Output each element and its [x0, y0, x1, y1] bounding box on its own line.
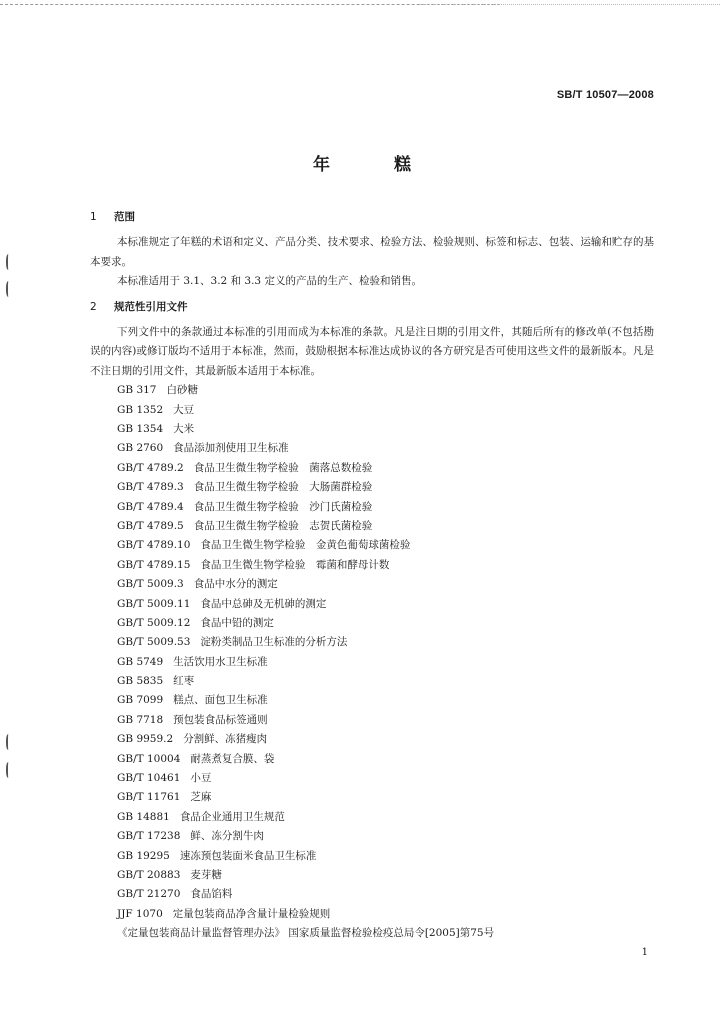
list-item — [117, 478, 654, 497]
reference-code: GB 1352 — [117, 403, 164, 416]
reference-title: 速冻预包装面米食品卫生标准 — [179, 849, 317, 862]
reference-title: 大豆 — [173, 403, 195, 416]
reference-code: GB/T 21270 — [117, 888, 181, 901]
reference-code: GB/T 4789.2 — [117, 461, 184, 474]
reference-title: 食品卫生微生物学检验 沙门氏菌检验 — [193, 500, 373, 513]
list-item — [117, 498, 654, 517]
reference-code: GB/T 5009.12 — [117, 616, 191, 629]
list-item — [117, 556, 654, 575]
reference-code: GB/T 4789.4 — [117, 500, 184, 513]
list-item — [117, 788, 654, 807]
reference-title: 食品中铅的测定 — [200, 616, 274, 629]
list-item — [117, 614, 654, 633]
reference-title: 红枣 — [173, 675, 195, 688]
list-item — [117, 439, 654, 458]
list-item — [117, 575, 654, 594]
list-item — [117, 769, 654, 788]
reference-title: 小豆 — [190, 772, 212, 785]
scan-artifact-top-line-right — [420, 4, 720, 5]
reference-code: GB/T 5009.3 — [117, 578, 184, 591]
list-item — [117, 420, 654, 439]
document-title: 年 糕 — [313, 155, 411, 175]
scope-paragraph: 本标准规定了年糕的术语和定义、产品分类、技术要求、检验方法、检验规则、标签和标志、包装、运输和贮存的基本要求。 — [90, 236, 654, 268]
section-title: 范围 — [114, 211, 135, 223]
section-number: 2 — [90, 300, 97, 313]
reference-code: GB/T 11761 — [117, 791, 181, 804]
list-item — [117, 866, 654, 885]
section-1-heading — [90, 208, 654, 227]
reference-title: 食品馅料 — [190, 888, 233, 901]
reference-code: GB 19295 — [117, 849, 170, 862]
page-number: 1 — [641, 947, 648, 958]
scan-artifact-margin-mark — [6, 254, 12, 270]
list-item — [117, 595, 654, 614]
reference-code: GB/T 4789.3 — [117, 481, 184, 494]
reference-title: 糕点、面包卫生标准 — [173, 694, 268, 707]
regulation-footnote: 《定量包装商品计量监督管理办法》 国家质量监督检验检疫总局令[2005]第75号 — [117, 927, 495, 940]
reference-code: GB 2760 — [117, 442, 164, 455]
reference-code: GB/T 10004 — [117, 752, 181, 765]
reference-code: GB/T 20883 — [117, 868, 181, 881]
reference-code: GB/T 4789.10 — [117, 539, 191, 552]
reference-code: GB 317 — [117, 384, 157, 397]
standard-number: SB/T 10507—2008 — [556, 89, 654, 101]
list-item — [117, 459, 654, 478]
reference-title: 食品卫生微生物学检验 志贺氏菌检验 — [193, 519, 373, 532]
list-item — [117, 653, 654, 672]
reference-title: 耐蒸煮复合膜、袋 — [190, 752, 275, 765]
list-item — [117, 536, 654, 555]
reference-code: GB 5749 — [117, 655, 164, 668]
reference-code: GB 5835 — [117, 675, 164, 688]
reference-code: GB 1354 — [117, 423, 164, 435]
reference-title: 鲜、冻分割牛肉 — [190, 830, 264, 843]
list-item — [117, 750, 654, 769]
reference-title: 食品卫生微生物学检验 菌落总数检验 — [193, 461, 373, 474]
reference-title: 食品卫生微生物学检验 霉菌和酵母计数 — [200, 558, 390, 571]
section-title: 规范性引用文件 — [114, 300, 188, 313]
list-item — [117, 885, 654, 904]
list-item — [117, 905, 654, 924]
list-item — [117, 381, 654, 400]
list-item — [117, 633, 654, 652]
list-item — [117, 517, 654, 536]
list-item — [117, 847, 654, 866]
reference-title: 食品企业通用卫生规范 — [179, 810, 285, 823]
list-item — [117, 711, 654, 730]
reference-title: 麦芽糖 — [190, 868, 222, 881]
reference-code: GB 9959.2 — [117, 733, 174, 746]
reference-title: 食品卫生微生物学检验 大肠菌群检验 — [193, 481, 373, 494]
list-item — [117, 730, 654, 749]
reference-code: GB 7718 — [117, 713, 164, 726]
reference-code: GB/T 10461 — [117, 772, 181, 785]
reference-title: 分割鲜、冻猪瘦肉 — [183, 733, 268, 746]
reference-title: 食品中总砷及无机砷的测定 — [200, 597, 327, 610]
reference-code: GB/T 17238 — [117, 830, 181, 843]
reference-code: GB/T 5009.11 — [117, 597, 191, 610]
reference-code: GB 14881 — [117, 810, 170, 823]
list-item — [117, 691, 654, 710]
section-number: 1 — [90, 211, 97, 223]
reference-title: 芝麻 — [190, 791, 212, 804]
reference-code: GB/T 5009.53 — [117, 636, 191, 649]
scope-applicability-paragraph: 本标准适用于 3.1、3.2 和 3.3 定义的产品的生产、检验和销售。 — [117, 275, 422, 288]
list-item — [117, 808, 654, 827]
reference-code: GB/T 4789.15 — [117, 558, 191, 571]
list-item — [117, 401, 654, 420]
reference-title: 白砂糖 — [166, 384, 198, 397]
reference-title: 生活饮用水卫生标准 — [173, 655, 268, 668]
reference-code: JJF 1070 — [117, 907, 163, 920]
reference-title: 淀粉类制品卫生标准的分析方法 — [200, 636, 348, 649]
list-item — [117, 827, 654, 846]
reference-title: 食品卫生微生物学检验 金黄色葡萄球菌检验 — [200, 539, 411, 552]
reference-title: 大米 — [173, 423, 195, 435]
list-item — [117, 672, 654, 691]
reference-title: 食品中水分的测定 — [193, 578, 278, 591]
reference-title: 食品添加剂使用卫生标准 — [173, 442, 289, 455]
normative-reference-list — [90, 381, 654, 924]
scan-artifact-margin-mark — [6, 281, 12, 297]
references-intro-paragraph: 下列文件中的条款通过本标准的引用而成为本标准的条款。凡是注日期的引用文件，其随后所有的修改单(不包括勘误的内容)或修订版均不适用于本标准，然而，鼓励根据本标准达成协议的各方研究是否可使用这些文件的最新版本。凡是不注日期的引用文件，其最新版本适用于本标准。 — [90, 326, 654, 377]
reference-code: GB 7099 — [117, 694, 164, 707]
reference-title: 定量包装商品净含量计量检验规则 — [172, 907, 331, 920]
section-2-heading — [90, 298, 654, 317]
reference-code: GB/T 4789.5 — [117, 519, 184, 532]
reference-title: 预包装食品标签通则 — [173, 713, 268, 726]
document-body — [90, 208, 654, 944]
scan-artifact-margin-mark — [6, 734, 12, 750]
scan-artifact-margin-mark — [6, 762, 12, 778]
